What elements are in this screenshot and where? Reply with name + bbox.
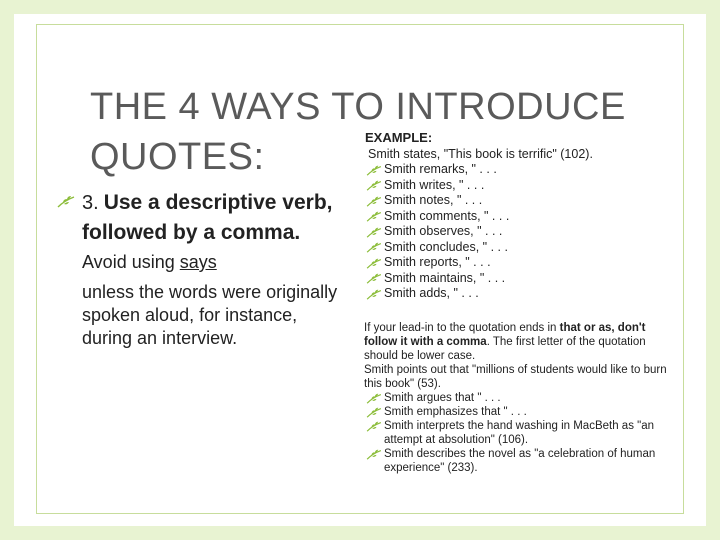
leadin-block [364,321,668,475]
title-line-2: QUOTES: [90,136,265,178]
example-item-text: Smith maintains, " . . . [384,270,506,285]
leaf-bullet-icon [364,419,384,433]
example-heading: EXAMPLE: [365,130,433,145]
example-item-text: Smith remarks, " . . . [384,162,497,176]
leaf-bullet-icon [364,286,384,301]
leaf-bullet-icon [364,391,384,405]
point-rest-text: unless the words were originally spoken aloud, for instance, during an interview. [82,282,338,348]
example-item [364,255,664,271]
leadin-item-text: Smith emphasizes that " . . . [384,406,527,418]
leadin-list [364,391,668,475]
leadin-item-text: Smith interprets the hand washing in MacBeth as "an attempt at absolution" (106). [384,420,655,446]
leaf-bullet-icon [364,271,384,286]
leaf-bullet-icon [364,209,384,224]
example-item-text: Smith concludes, " . . . [384,239,508,254]
point-normal-text: Avoid using [82,252,175,272]
point-number: 3. [82,192,99,214]
leadin-intro-bold: that or as, don't follow it with a comma [364,322,646,348]
leadin-example-sentence: Smith points out that "millions of students would like to burn this book" (53). [364,364,667,390]
example-item-text: Smith writes, " . . . [384,177,485,192]
example-list [364,162,664,302]
leaf-bullet-icon [364,162,384,177]
example-item [364,209,664,225]
example-item [364,162,664,178]
example-item [364,224,664,240]
example-item [364,286,664,302]
title-line-1: THE 4 WAYS TO INTRODUCE [90,86,626,128]
leaf-bullet-icon [364,405,384,419]
example-item [364,271,664,287]
leaf-bullet-icon [364,224,384,239]
leadin-intro [364,321,668,363]
example-item [364,178,664,194]
example-item [364,193,664,209]
leaf-bullet-icon [364,193,384,208]
example-item [364,240,664,256]
leaf-bullet-icon [364,255,384,270]
main-point [56,188,346,350]
leaf-bullet-icon [364,240,384,255]
leaf-bullet-icon [364,447,384,461]
leadin-item [364,405,668,419]
example-item-text: Smith notes, " . . . [384,193,483,207]
example-item-text: Smith comments, " . . . [384,208,510,223]
example-item-text: Smith adds, " . . . [384,286,479,300]
example-item-text: Smith observes, " . . . [384,224,503,238]
example-sample: Smith states, "This book is terrific" (102). [368,147,593,161]
leadin-item-text: Smith argues that " . . . [384,392,501,404]
leadin-item [364,391,668,405]
leadin-item [364,419,668,447]
example-block [364,130,664,302]
leadin-intro-normal: If your lead-in to the quotation ends in [364,322,557,334]
leaf-bullet-icon [56,194,76,208]
leadin-item [364,447,668,475]
leaf-bullet-icon [364,178,384,193]
point-bold-text: Use a descriptive verb, followed by a comma. [82,191,333,244]
leadin-item-text: Smith describes the novel as "a celebration of human experience" (233). [384,448,656,474]
example-item-text: Smith reports, " . . . [384,255,491,269]
leadin-intro-rest: . The first letter of the quotation should be lower case. [364,336,646,362]
underlined-word: says [179,252,217,272]
